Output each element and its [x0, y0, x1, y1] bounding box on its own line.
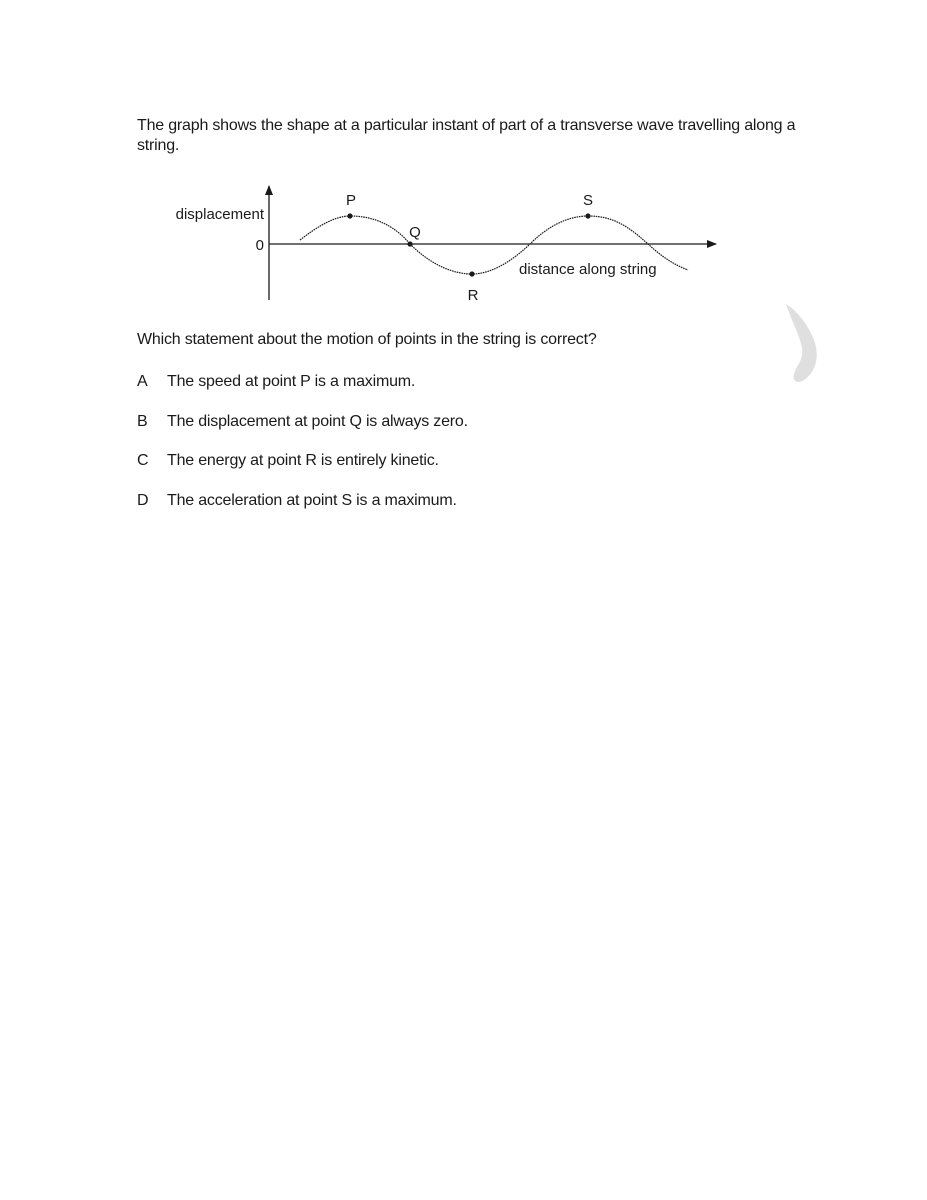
origin-label: 0	[255, 237, 264, 254]
option-c	[137, 451, 757, 471]
option-text: The energy at point R is entirely kinetic.	[167, 452, 439, 469]
point-r-label: R	[467, 287, 479, 304]
wave-diagram	[160, 178, 720, 310]
option-letter: C	[137, 452, 149, 469]
option-letter: D	[137, 491, 149, 509]
y-axis-label: displacement	[175, 206, 264, 223]
watermark-shape	[782, 300, 822, 386]
wave-graph	[160, 178, 720, 310]
option-text: The speed at point P is a maximum.	[167, 373, 416, 390]
option-text: The displacement at point Q is always zero.	[167, 412, 468, 430]
point-p-label: P	[345, 192, 357, 209]
question-prompt: Which statement about the motion of points in the string is correct?	[137, 331, 597, 348]
watermark-mark	[782, 300, 822, 386]
option-a	[137, 372, 757, 392]
x-axis-label: distance along string	[519, 261, 657, 278]
option-b	[137, 412, 757, 432]
point-s-label: S	[582, 192, 594, 209]
point-r-marker	[469, 271, 474, 276]
answer-options	[137, 372, 757, 530]
point-q-label: Q	[409, 224, 421, 241]
point-q-marker	[407, 241, 412, 246]
option-d	[137, 491, 757, 511]
point-s-marker	[585, 213, 590, 218]
option-letter: B	[137, 412, 148, 430]
point-p-marker	[347, 213, 352, 218]
option-letter: A	[137, 373, 148, 390]
option-text: The acceleration at point S is a maximum.	[167, 491, 457, 509]
question-intro: The graph shows the shape at a particular instant of part of a transverse wave travelling along a string.	[137, 117, 796, 154]
